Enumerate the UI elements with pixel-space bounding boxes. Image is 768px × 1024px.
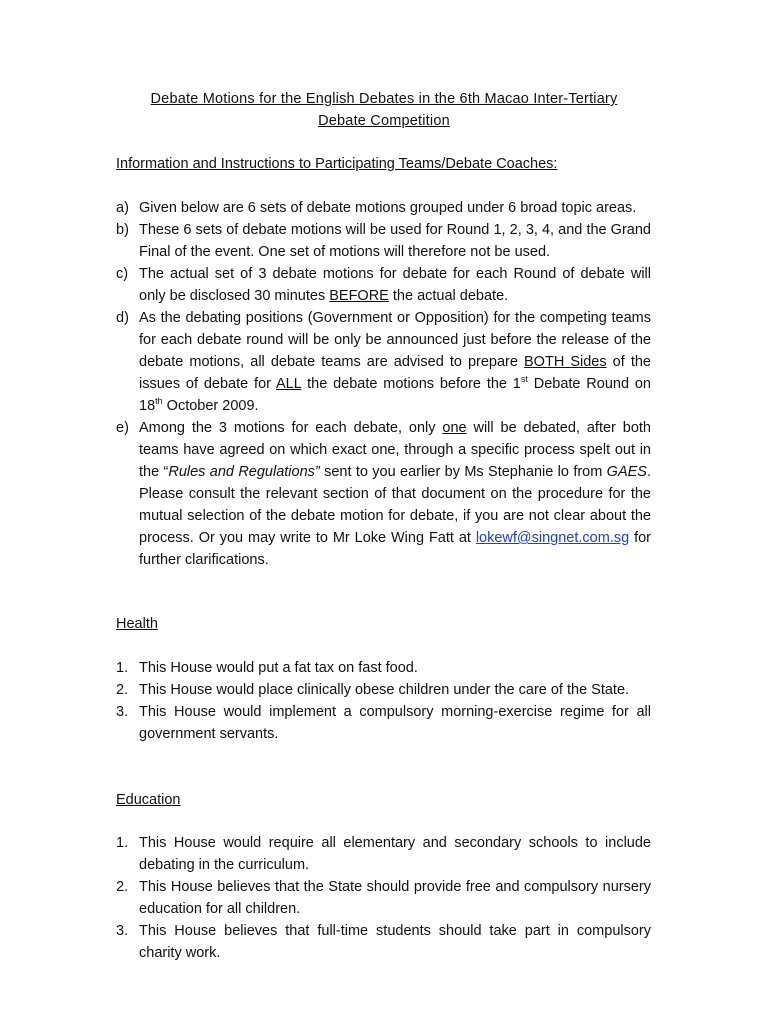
email-link[interactable]: lokewf@singnet.com.sg — [475, 530, 630, 546]
emphasis-both-sides: BOTH Sides — [524, 354, 607, 370]
education-list — [116, 832, 651, 964]
instruction-a: a) Given below are 6 sets of debate motions grouped under 6 broad topic areas. — [116, 200, 637, 216]
title-line-1: Debate Motions for the English Debates in the 6th Macao Inter-Tertiary — [150, 91, 618, 107]
instructions-list — [116, 197, 651, 571]
health-heading: Health — [116, 616, 158, 632]
list-item: 3. This House would implement a compulsory morning-exercise regime for all government servants. — [116, 704, 651, 742]
emphasis-one: one — [442, 420, 467, 436]
list-item: 1. This House would require all elementary and secondary schools to include debating in the curriculum. — [116, 835, 651, 873]
instruction-d: d) As the debating positions (Government or Opposition) for the competing teams for each debate round will be only be announced just before the release of the debate motions, all debate teams are advised to prepare BOTH Sides of the issues of debate for ALL the debate motions before the 1st Debate Round on 18th October 2009. — [116, 310, 651, 414]
instruction-c: c) The actual set of 3 debate motions for debate for each Round of debate will only be disclosed 30 minutes BEFORE the actual debate. — [116, 266, 651, 304]
list-item: 1. This House would put a fat tax on fast food. — [116, 660, 418, 676]
instruction-e: e) Among the 3 motions for each debate, only one will be debated, after both teams have agreed on which exact one, through a specific process spelt out in the “Rules and Regulations” sent to you earlier by Ms Stephanie lo from GAES. Please consult the relevant section of that document on the procedure for the mutual selection of the debate motion for debate, if you are not clear about the process. Or you may write to Mr Loke Wing Fatt at lokewf@singnet.com.sg for further clarifications. — [116, 420, 652, 568]
list-item: 3. This House believes that full-time students should take part in compulsory charity work. — [116, 923, 651, 961]
emphasis-all: ALL — [276, 376, 302, 392]
list-item: 2. This House would place clinically obese children under the care of the State. — [116, 682, 630, 698]
list-item: 2. This House believes that the State should provide free and compulsory nursery education for all children. — [116, 879, 651, 917]
rules-and-regulations: Rules and Regulations” — [168, 464, 320, 480]
health-list — [116, 657, 651, 745]
education-heading: Education — [116, 792, 181, 808]
info-heading: Information and Instructions to Participating Teams/Debate Coaches: — [116, 156, 558, 172]
title-line-2: Debate Competition — [318, 113, 450, 129]
document-title — [100, 88, 668, 132]
instruction-b: b) These 6 sets of debate motions will be used for Round 1, 2, 3, 4, and the Grand Final of the event. One set of motions will therefore not be used. — [116, 222, 651, 260]
emphasis-before: BEFORE — [329, 288, 389, 304]
gaes-name: GAES — [606, 464, 647, 480]
